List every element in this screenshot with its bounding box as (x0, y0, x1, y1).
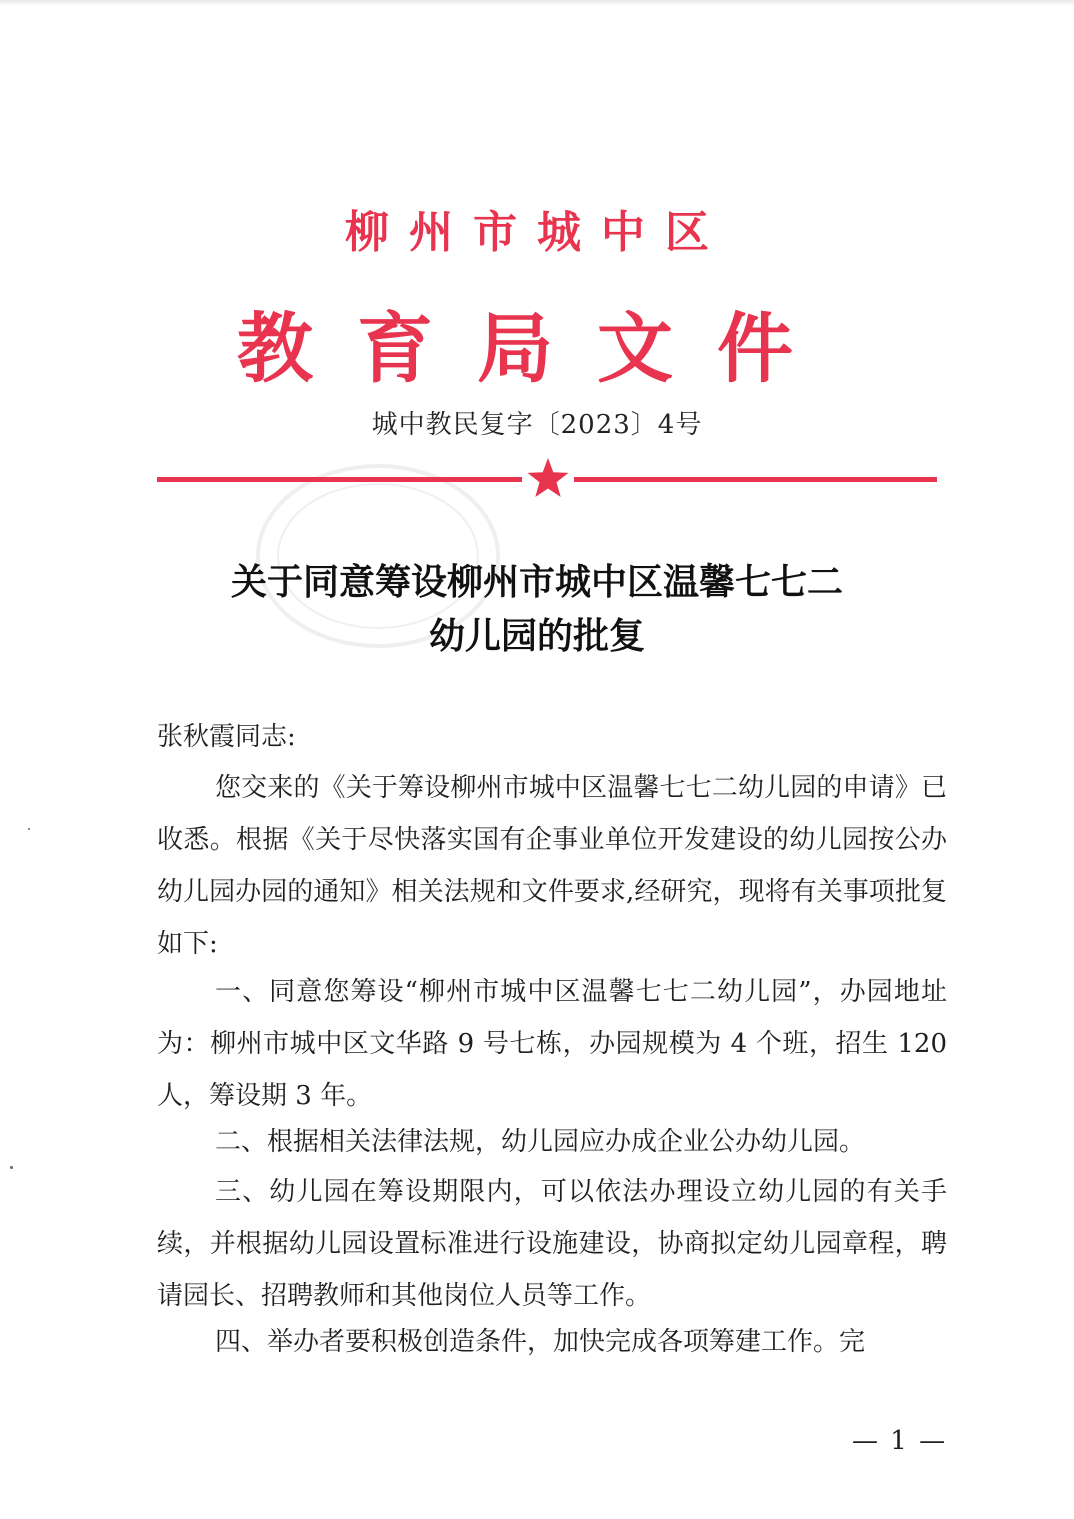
scan-speck (10, 1166, 13, 1169)
title-line-2: 幼儿园的批复 (428, 616, 645, 657)
body-paragraph: 一、同意您筹设“柳州市城中区温馨七七二幼儿园”，办园地址为：柳州市城中区文华路 9 号七栋，办园规模为 4 个班，招生 120 人，筹设期 3 年。 (157, 977, 947, 1111)
document-type-heading: 教育局文件 (237, 304, 837, 393)
document-number: 城中教民复字〔2023〕4号 (371, 410, 703, 440)
title-line-1: 关于同意筹设柳州市城中区温馨七七二 (230, 562, 843, 603)
scan-edge (0, 0, 1074, 6)
body-paragraph: 二、根据相关法律法规，幼儿园应办成企业公办幼儿园。 (215, 1127, 866, 1157)
salutation: 张秋霞同志: (157, 722, 296, 752)
body-paragraph: 您交来的《关于筹设柳州市城中区温馨七七二幼儿园的申请》已收悉。根据《关于尽快落实国有企事业单位开发建设的幼儿园按公办幼儿园办园的通知》相关法规和文件要求,经研究，现将有关事项批复如下: (157, 773, 947, 959)
body-paragraph: 四、举办者要积极创造条件，加快完成各项筹建工作。完 (215, 1327, 866, 1357)
body-paragraph: 三、幼儿园在筹设期限内，可以依法办理设立幼儿园的有关手续，并根据幼儿园设置标准进行设施建设，协商拟定幼儿园章程，聘请园长、招聘教师和其他岗位人员等工作。 (157, 1177, 947, 1311)
issuer-name: 柳州市城中区 (345, 207, 729, 258)
page-number: — 1 — (852, 1426, 948, 1456)
red-divider-right (574, 477, 937, 482)
star-icon (526, 456, 570, 500)
red-divider-left (157, 477, 522, 482)
scan-speck (28, 828, 30, 830)
document-title (0, 556, 1074, 664)
